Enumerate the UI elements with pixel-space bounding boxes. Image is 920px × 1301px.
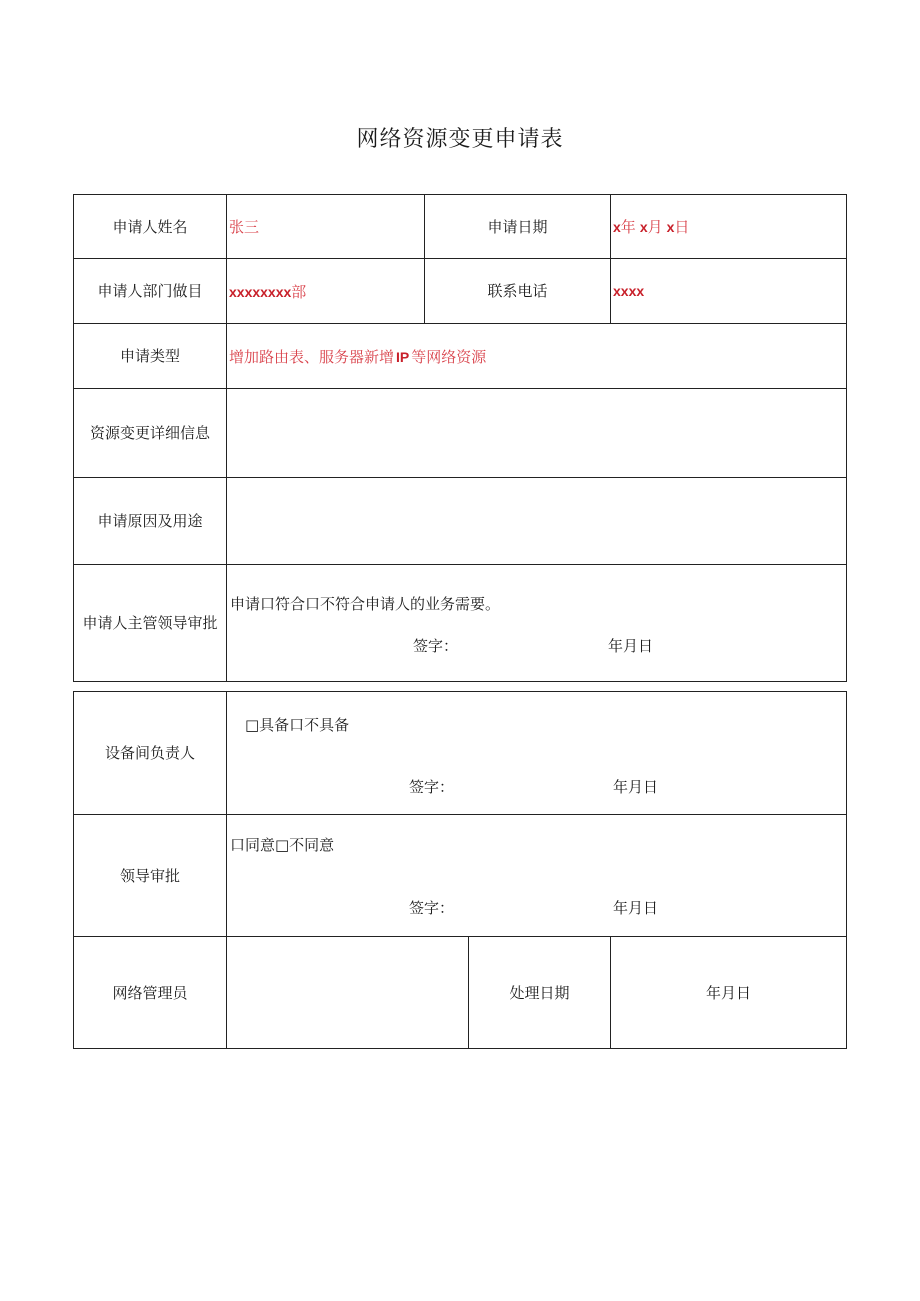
phone-label: 联系电话: [425, 259, 611, 324]
leader-options[interactable]: 口同意□不同意: [230, 836, 335, 854]
row-admin: [74, 937, 847, 1049]
department-field[interactable]: [227, 259, 425, 324]
equipment-date: 年月日: [613, 778, 659, 796]
leader-sign: 签字：: [409, 899, 455, 917]
apply-date-day: 日: [674, 218, 690, 236]
leader-field[interactable]: [227, 815, 847, 937]
apply-date-month: 月: [647, 218, 663, 236]
phone-value: xxxx: [613, 283, 645, 299]
equipment-field[interactable]: [227, 692, 847, 815]
leader-date: 年月日: [613, 899, 659, 917]
apply-date-label: 申请日期: [425, 195, 611, 259]
row-detail: [74, 389, 847, 478]
detail-label: 资源变更详细信息: [74, 389, 227, 478]
detail-field[interactable]: [227, 389, 847, 478]
department-suffix: 部: [291, 282, 307, 301]
supervisor-sign: 签字：: [413, 637, 459, 655]
type-field[interactable]: [227, 324, 847, 389]
row-type: [74, 324, 847, 389]
supervisor-text: 申请口符合口不符合申请人的业务需要。: [230, 595, 501, 613]
department-code: xxxxxxxx: [229, 283, 292, 300]
process-date-label: 处理日期: [469, 937, 611, 1049]
supervisor-field[interactable]: [227, 565, 847, 682]
apply-date-x1: x: [613, 219, 621, 235]
reason-field[interactable]: [227, 478, 847, 565]
application-table: [73, 194, 847, 682]
type-value-ip: IP: [396, 348, 410, 365]
admin-field[interactable]: [227, 937, 469, 1049]
department-label: 申请人部门做目: [74, 259, 227, 324]
applicant-name-value: 张三: [229, 218, 260, 236]
apply-date-x3: x: [666, 219, 675, 235]
apply-date-field[interactable]: [611, 195, 847, 259]
equipment-sign: 签字：: [409, 778, 455, 796]
approval-table: [73, 691, 847, 1049]
type-value-pre: 增加路由表、服务器新增: [229, 347, 395, 366]
applicant-name-field[interactable]: [227, 195, 425, 259]
applicant-name-label: 申请人姓名: [74, 195, 227, 259]
supervisor-label: 申请人主管领导审批: [74, 565, 227, 682]
process-date-value[interactable]: 年月日: [611, 937, 847, 1049]
apply-date-year: 年: [620, 218, 636, 236]
admin-label: 网络管理员: [74, 937, 227, 1049]
row-equipment: [74, 692, 847, 815]
row-supervisor: [74, 565, 847, 682]
type-value-post: 等网络资源: [411, 347, 487, 366]
equipment-options[interactable]: □具备口不具备: [245, 716, 350, 734]
row-department: [74, 259, 847, 324]
page-title: 网络资源变更申请表: [356, 127, 564, 152]
apply-date-x2: x: [639, 219, 648, 235]
equipment-label: 设备间负责人: [74, 692, 227, 815]
phone-field[interactable]: [611, 259, 847, 324]
row-applicant-name: [74, 195, 847, 259]
row-reason: [74, 478, 847, 565]
type-label: 申请类型: [74, 324, 227, 389]
leader-label: 领导审批: [74, 815, 227, 937]
row-leader: [74, 815, 847, 937]
reason-label: 申请原因及用途: [74, 478, 227, 565]
supervisor-date: 年月日: [608, 637, 654, 655]
